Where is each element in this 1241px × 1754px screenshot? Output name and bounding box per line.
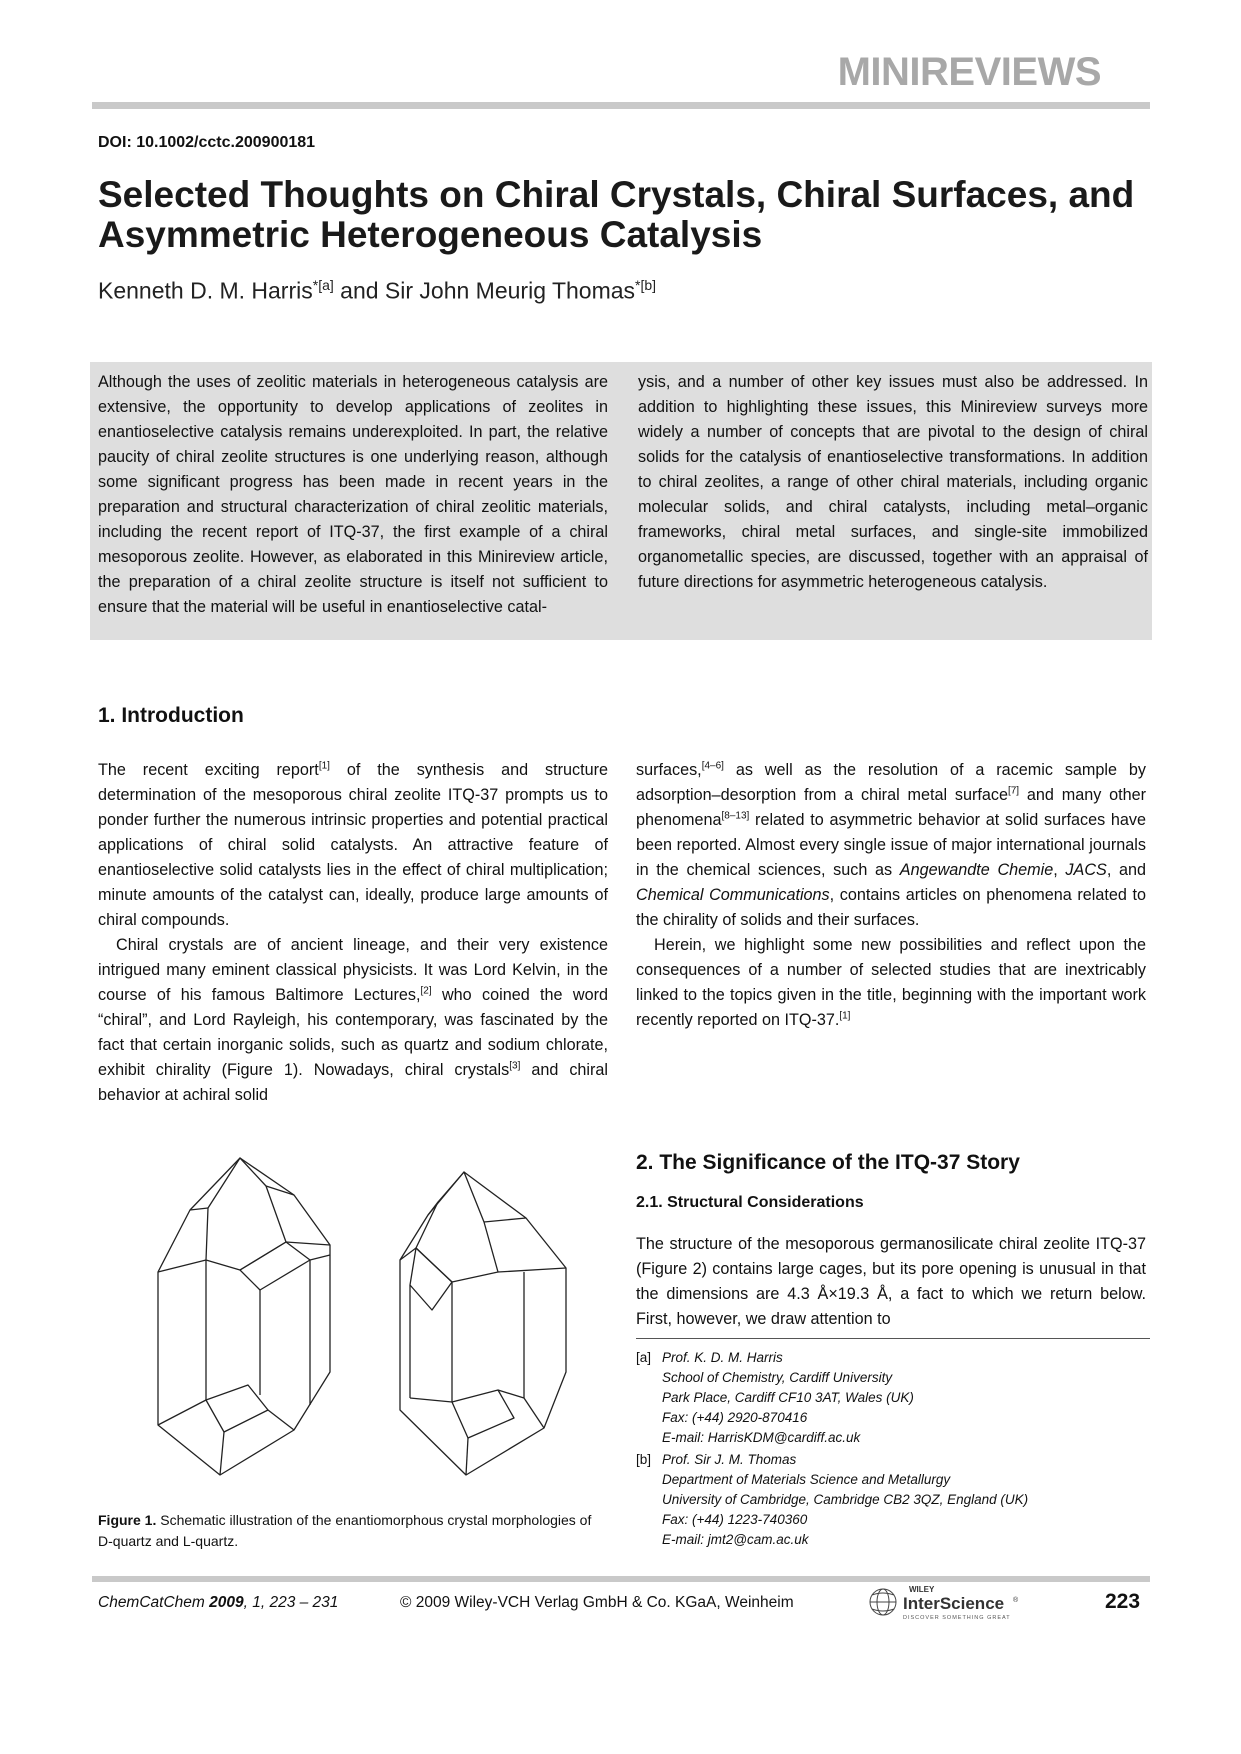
journal-citation: ChemCatChem 2009, 1, 223 – 231	[98, 1594, 339, 1611]
figure-1-label: Figure 1.	[98, 1512, 157, 1528]
footnote-line: Prof. Sir J. M. Thomas	[662, 1452, 797, 1467]
author-conjunction: and	[333, 277, 385, 304]
journal-name: Angewandte Chemie	[899, 861, 1054, 879]
copyright-notice: © 2009 Wiley-VCH Verlag GmbH & Co. KGaA, Weinheim	[400, 1594, 794, 1611]
globe-icon	[870, 1589, 896, 1615]
author-2: Sir John Meurig Thomas	[384, 277, 636, 304]
article-title: Selected Thoughts on Chiral Crystals, Chiral Surfaces, and Asymmetric Heterogeneous Catalysis	[98, 174, 1135, 255]
affiliation-footnote-a	[636, 1348, 1150, 1448]
affiliation-footnote-b	[636, 1450, 1150, 1550]
footnote-line: University of Cambridge, Cambridge CB2 3QZ, England (UK)	[662, 1492, 1029, 1507]
citation: [8–13]	[721, 810, 750, 822]
doi: DOI: 10.1002/cctc.200900181	[98, 134, 316, 151]
page-number: 223	[1105, 1590, 1141, 1613]
logo-main: InterScience	[903, 1594, 1005, 1613]
intro-paragraph-3: surfaces,[4–6] as well as the resolution of a racemic sample by adsorption–desorption from a chiral metal surface[7] and many other phenomena[8–13] related to asymmetric behavior at solid surfaces have been reported. Almost every single issue of major international journals in the chemical sciences, such as Angewandte Chemie, JACS, and Chemical Communications, contains articles on phenomena related to the chirality of solids and their surfaces.	[636, 760, 1147, 929]
citation: [3]	[509, 1060, 521, 1072]
section-heading-introduction: 1. Introduction	[98, 704, 244, 727]
author-line	[98, 277, 656, 305]
logo-tagline: DISCOVER SOMETHING GREAT	[903, 1615, 1011, 1621]
interscience-logo	[865, 1582, 1035, 1622]
footnote-line: Fax: (+44) 2920-870416	[662, 1410, 808, 1425]
abstract-box	[90, 362, 1152, 640]
citation: [7]	[1007, 785, 1020, 797]
journal-name: Chemical Communications	[636, 886, 830, 904]
footnote-email[interactable]: E-mail: HarrisKDM@cardiff.ac.uk	[662, 1430, 861, 1445]
footnote-line: Park Place, Cardiff CF10 3AT, Wales (UK)	[662, 1390, 914, 1405]
header-rule	[92, 102, 1150, 109]
subsection-heading-structural: 2.1. Structural Considerations	[636, 1194, 864, 1211]
author-1: Kenneth D. M. Harris	[98, 277, 313, 304]
citation: [2]	[420, 985, 432, 997]
footnote-tag: [a]	[636, 1350, 652, 1365]
l-quartz-crystal	[400, 1172, 566, 1475]
citation: [4–6]	[701, 760, 724, 772]
footnote-rule	[636, 1338, 1150, 1339]
author-1-affiliation: *[a]	[312, 277, 334, 293]
d-quartz-crystal	[158, 1158, 330, 1475]
intro-paragraph-2: Chiral crystals are of ancient lineage, and their very existence intrigued many eminent classical physicists. It was Lord Kelvin, in the course of his famous Baltimore Lectures,[2] who coined the word “chiral”, and Lord Rayleigh, his contemporary, was fascinated by the fact that certain inorganic solids, such as quartz and sodium chlorate, exhibit chirality (Figure 1). Nowadays, chiral crystals[3] and chiral behavior at achiral solid	[98, 936, 608, 1104]
footnote-line: Prof. K. D. M. Harris	[662, 1350, 783, 1365]
body-column-left	[98, 758, 608, 1108]
section-kicker: MINIREVIEWS	[837, 50, 1101, 94]
footnote-line: Fax: (+44) 1223-740360	[662, 1512, 808, 1527]
author-2-affiliation: *[b]	[635, 277, 657, 293]
figure-1-quartz-crystals	[98, 1140, 618, 1480]
footnote-line: Department of Materials Science and Metallurgy	[662, 1472, 951, 1487]
intro-paragraph-1: The recent exciting report[1] of the synthesis and structure determination of the mesoporous chiral zeolite ITQ-37 prompts us to ponder further the numerous intrinsic properties and potential practical applications of chiral solid catalysts. An attractive feature of enantioselective solid catalysts lies in the effect of chiral multiplication; minute amounts of the catalyst can, ideally, produce large amounts of chiral compounds.	[98, 760, 608, 929]
footnote-tag: [b]	[636, 1452, 652, 1467]
logo-top: WILEY	[909, 1585, 935, 1594]
body-column-right	[636, 758, 1146, 1033]
footnote-email[interactable]: E-mail: jmt2@cam.ac.uk	[662, 1532, 809, 1547]
section2-paragraph-1: The structure of the mesoporous germanosilicate chiral zeolite ITQ-37 (Figure 2) contains large cages, but its pore opening is unusual in that the dimensions are 4.3 Å×19.3 Å, a fact to which we return below. First, however, we draw attention to	[636, 1235, 1146, 1328]
citation: [1]	[839, 1010, 851, 1022]
section-heading-itq37: 2. The Significance of the ITQ-37 Story	[636, 1151, 1020, 1174]
abstract-left-column: Although the uses of zeolitic materials in heterogeneous catalysis are extensive, the opportunity to develop applications of zeolites in enantioselective catalysis remains underexploited. In part, the relative paucity of chiral zeolite structures is one underlying reason, although some significant progress has been made in recent years in the preparation and structural characterization of chiral zeolitic materials, including the recent report of ITQ-37, the first example of a chiral mesoporous zeolite. However, as elaborated in this Minireview article, the preparation of a chiral zeolite structure is itself not sufficient to ensure that the material will be useful in enantioselective catal-	[98, 373, 608, 616]
logo-registered: ®	[1013, 1597, 1019, 1604]
figure-1-caption: Figure 1. Schematic illustration of the enantiomorphous crystal morphologies of D-quartz and L-quartz.	[98, 1512, 592, 1549]
intro-paragraph-4: Herein, we highlight some new possibilities and reflect upon the consequences of a number of selected studies that are inextricably linked to the topics given in the title, beginning with the important work recently reported on ITQ-37.[1]	[636, 936, 1146, 1029]
citation: [1]	[318, 760, 330, 772]
footnote-line: School of Chemistry, Cardiff University	[662, 1370, 893, 1385]
journal-name: JACS	[1065, 861, 1107, 879]
abstract-right-column: ysis, and a number of other key issues must also be addressed. In addition to highlighting these issues, this Minireview surveys more widely a number of concepts that are pivotal to the design of chiral solids for the catalysis of enantioselective transformations. In addition to chiral zeolites, a range of other chiral materials, including organic molecular solids, and chiral catalysts, including metal–organic frameworks, chiral metal surfaces, and single-site immobilized organometallic species, are discussed, together with an appraisal of future directions for asymmetric heterogeneous catalysis.	[638, 373, 1148, 591]
